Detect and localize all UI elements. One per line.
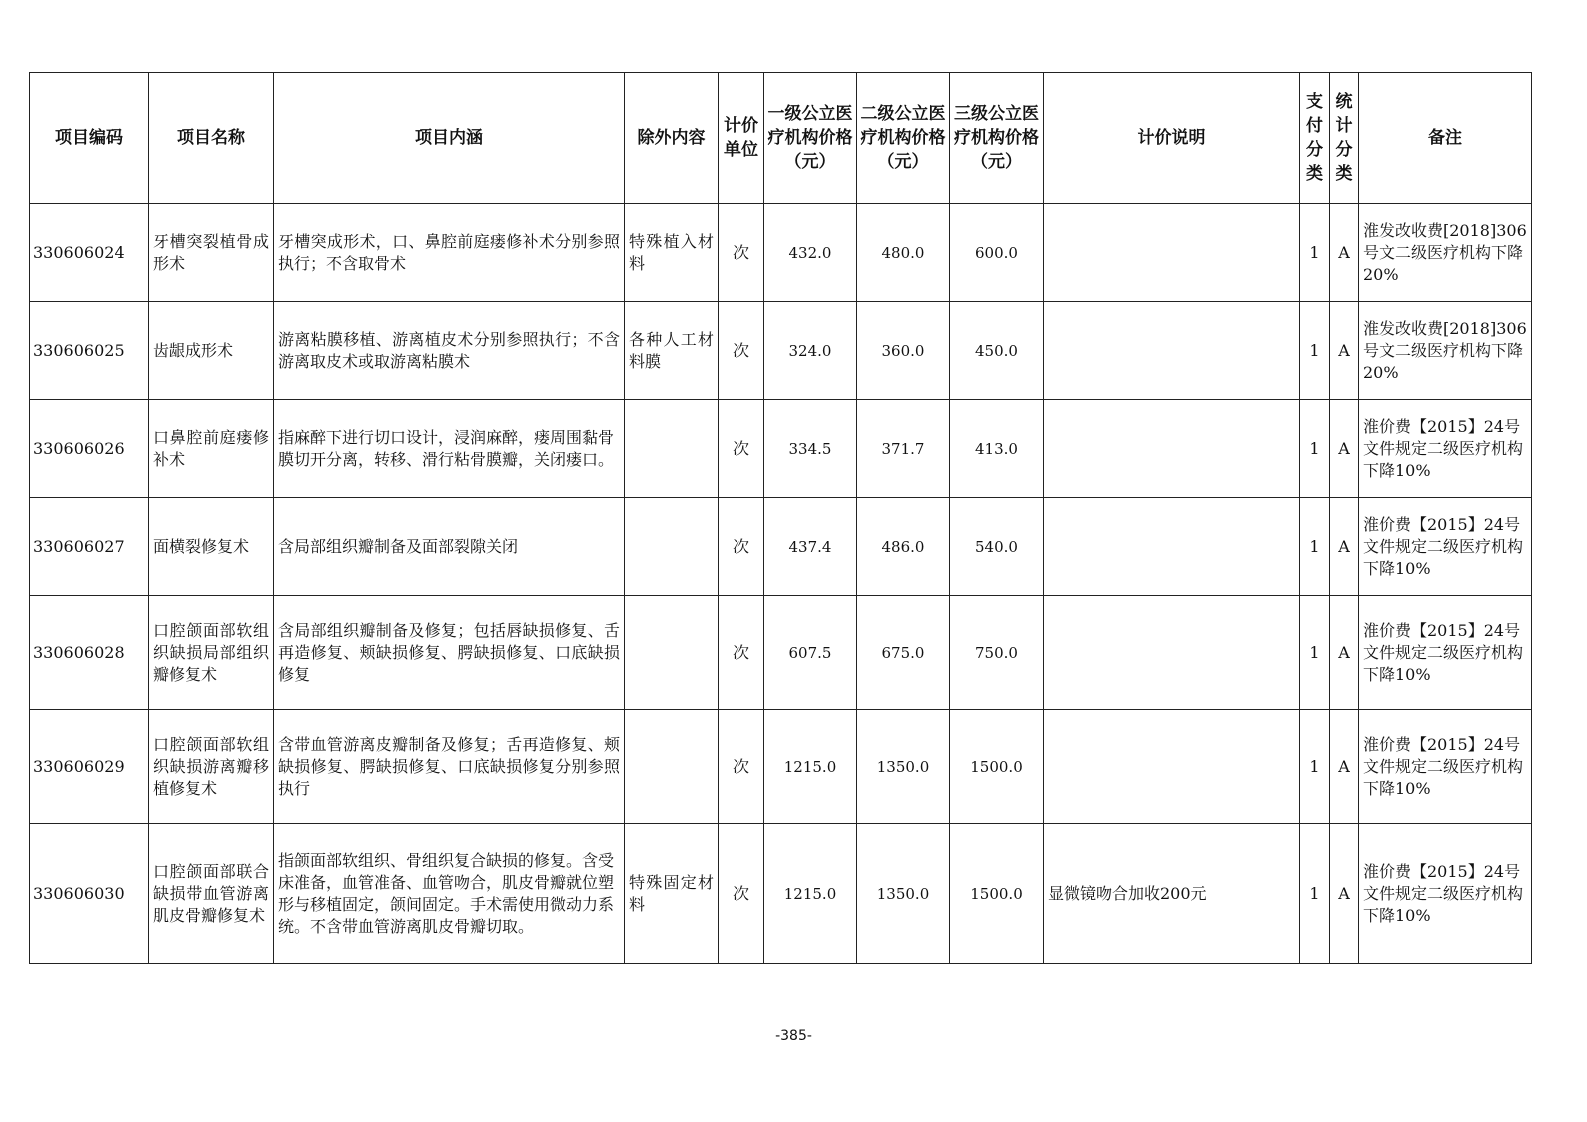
cell-code: 330606027: [30, 498, 149, 596]
header-level2-price: 二级公立医疗机构价格（元）: [857, 73, 950, 204]
cell-pay-class: 1: [1300, 498, 1330, 596]
cell-price-level1: 437.4: [764, 498, 857, 596]
cell-name: 齿龈成形术: [149, 302, 274, 400]
cell-unit: 次: [719, 710, 764, 824]
cell-name: 口腔颌面部联合缺损带血管游离肌皮骨瓣修复术: [149, 824, 274, 964]
cell-content: 含带血管游离皮瓣制备及修复；舌再造修复、颊缺损修复、腭缺损修复、口底缺损修复分别参照执行: [274, 710, 625, 824]
cell-name: 面横裂修复术: [149, 498, 274, 596]
cell-code: 330606024: [30, 204, 149, 302]
cell-pay-class: 1: [1300, 302, 1330, 400]
header-pricing-desc: 计价说明: [1044, 73, 1300, 204]
price-table: [29, 72, 1532, 964]
cell-content: 游离粘膜移植、游离植皮术分别参照执行；不含游离取皮术或取游离粘膜术: [274, 302, 625, 400]
cell-pricing-desc: [1044, 204, 1300, 302]
cell-remark: 淮价费【2015】24号文件规定二级医疗机构下降10%: [1359, 400, 1532, 498]
header-unit: 计价单位: [719, 73, 764, 204]
cell-pay-class: 1: [1300, 596, 1330, 710]
cell-remark: 淮价费【2015】24号文件规定二级医疗机构下降10%: [1359, 710, 1532, 824]
header-pay-class: 支付分类: [1300, 73, 1330, 204]
cell-price-level2: 675.0: [857, 596, 950, 710]
cell-price-level2: 480.0: [857, 204, 950, 302]
cell-price-level1: 334.5: [764, 400, 857, 498]
header-row: [30, 73, 1532, 204]
cell-stat-class: A: [1330, 204, 1359, 302]
cell-name: 口鼻腔前庭瘘修补术: [149, 400, 274, 498]
cell-code: 330606029: [30, 710, 149, 824]
cell-content: 牙槽突成形术，口、鼻腔前庭瘘修补术分别参照执行；不含取骨术: [274, 204, 625, 302]
cell-unit: 次: [719, 302, 764, 400]
cell-price-level1: 432.0: [764, 204, 857, 302]
cell-stat-class: A: [1330, 824, 1359, 964]
cell-price-level2: 1350.0: [857, 710, 950, 824]
cell-remark: 淮发改收费[2018]306号文二级医疗机构下降20%: [1359, 302, 1532, 400]
cell-price-level1: 1215.0: [764, 710, 857, 824]
cell-pay-class: 1: [1300, 824, 1330, 964]
table-row: [30, 710, 1532, 824]
cell-except: [625, 400, 719, 498]
header-content: 项目内涵: [274, 73, 625, 204]
table-row: [30, 498, 1532, 596]
cell-code: 330606028: [30, 596, 149, 710]
cell-code: 330606026: [30, 400, 149, 498]
cell-pricing-desc: [1044, 710, 1300, 824]
table-row: [30, 824, 1532, 964]
cell-pricing-desc: [1044, 400, 1300, 498]
cell-price-level3: 1500.0: [950, 824, 1044, 964]
table-row: [30, 596, 1532, 710]
cell-unit: 次: [719, 400, 764, 498]
cell-pay-class: 1: [1300, 204, 1330, 302]
header-name: 项目名称: [149, 73, 274, 204]
cell-unit: 次: [719, 824, 764, 964]
cell-content: 含局部组织瓣制备及面部裂隙关闭: [274, 498, 625, 596]
cell-except: [625, 498, 719, 596]
cell-stat-class: A: [1330, 400, 1359, 498]
cell-price-level2: 486.0: [857, 498, 950, 596]
cell-price-level3: 413.0: [950, 400, 1044, 498]
header-level3-price: 三级公立医疗机构价格（元）: [950, 73, 1044, 204]
cell-remark: 淮价费【2015】24号文件规定二级医疗机构下降10%: [1359, 596, 1532, 710]
cell-pay-class: 1: [1300, 400, 1330, 498]
cell-price-level2: 360.0: [857, 302, 950, 400]
cell-price-level3: 450.0: [950, 302, 1044, 400]
cell-content: 指颌面部软组织、骨组织复合缺损的修复。含受床准备，血管准备、血管吻合，肌皮骨瓣就位塑形与移植固定，颌间固定。手术需使用微动力系统。不含带血管游离肌皮骨瓣切取。: [274, 824, 625, 964]
cell-price-level1: 1215.0: [764, 824, 857, 964]
cell-price-level3: 600.0: [950, 204, 1044, 302]
cell-except: 特殊固定材料: [625, 824, 719, 964]
cell-pricing-desc: [1044, 596, 1300, 710]
cell-pricing-desc: 显微镜吻合加收200元: [1044, 824, 1300, 964]
cell-remark: 淮价费【2015】24号文件规定二级医疗机构下降10%: [1359, 498, 1532, 596]
cell-stat-class: A: [1330, 596, 1359, 710]
page-number: -385-: [775, 1028, 812, 1044]
header-level1-price: 一级公立医疗机构价格（元）: [764, 73, 857, 204]
cell-price-level3: 540.0: [950, 498, 1044, 596]
header-stat-class: 统计分类: [1330, 73, 1359, 204]
cell-stat-class: A: [1330, 710, 1359, 824]
cell-pricing-desc: [1044, 302, 1300, 400]
cell-price-level1: 607.5: [764, 596, 857, 710]
cell-remark: 淮价费【2015】24号文件规定二级医疗机构下降10%: [1359, 824, 1532, 964]
cell-price-level2: 1350.0: [857, 824, 950, 964]
table-row: [30, 400, 1532, 498]
cell-price-level3: 750.0: [950, 596, 1044, 710]
cell-content: 指麻醉下进行切口设计，浸润麻醉，瘘周围黏骨膜切开分离，转移、滑行粘骨膜瓣，关闭瘘口。: [274, 400, 625, 498]
cell-price-level1: 324.0: [764, 302, 857, 400]
header-remark: 备注: [1359, 73, 1532, 204]
cell-except: [625, 596, 719, 710]
cell-except: [625, 710, 719, 824]
table-row: [30, 302, 1532, 400]
cell-name: 牙槽突裂植骨成形术: [149, 204, 274, 302]
cell-stat-class: A: [1330, 498, 1359, 596]
cell-code: 330606025: [30, 302, 149, 400]
cell-price-level2: 371.7: [857, 400, 950, 498]
cell-name: 口腔颌面部软组织缺损游离瓣移植修复术: [149, 710, 274, 824]
cell-unit: 次: [719, 204, 764, 302]
cell-except: 特殊植入材料: [625, 204, 719, 302]
table-row: [30, 204, 1532, 302]
cell-code: 330606030: [30, 824, 149, 964]
cell-pay-class: 1: [1300, 710, 1330, 824]
cell-content: 含局部组织瓣制备及修复；包括唇缺损修复、舌再造修复、颊缺损修复、腭缺损修复、口底缺损修复: [274, 596, 625, 710]
cell-stat-class: A: [1330, 302, 1359, 400]
cell-price-level3: 1500.0: [950, 710, 1044, 824]
cell-name: 口腔颌面部软组织缺损局部组织瓣修复术: [149, 596, 274, 710]
cell-pricing-desc: [1044, 498, 1300, 596]
cell-unit: 次: [719, 498, 764, 596]
header-code: 项目编码: [30, 73, 149, 204]
cell-unit: 次: [719, 596, 764, 710]
cell-except: 各种人工材料膜: [625, 302, 719, 400]
cell-remark: 淮发改收费[2018]306号文二级医疗机构下降20%: [1359, 204, 1532, 302]
header-except: 除外内容: [625, 73, 719, 204]
